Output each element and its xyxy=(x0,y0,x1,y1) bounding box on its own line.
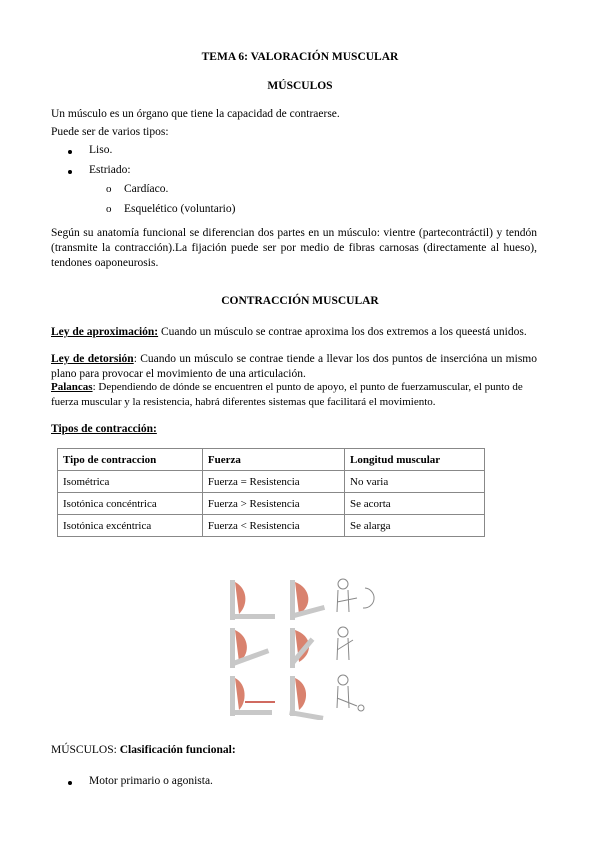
table-cell: Fuerza < Resistencia xyxy=(202,515,344,537)
types-heading-text: Tipos de contracción: xyxy=(51,423,157,435)
anatomy-paragraph: Según su anatomía funcional se diferencian dos partes en un músculo: vientre (partecontráctil) y tendón (transmite la contracción).La fijación puede ser por medio de fibras carnosas (directamente al hueso), tendones oaponeurosis. xyxy=(51,227,537,269)
law-label: Ley de aproximación: xyxy=(51,326,159,338)
bullet-icon xyxy=(68,781,72,785)
page-title: TEMA 6: VALORACIÓN MUSCULAR xyxy=(201,51,399,63)
table-row xyxy=(58,471,485,493)
table-cell: Fuerza = Resistencia xyxy=(202,471,344,493)
law-label: Ley de detorsión xyxy=(51,353,134,365)
figure-row-isometric xyxy=(230,579,374,620)
table-cell: Isotónica excéntrica xyxy=(58,515,203,537)
list-item: Motor primario o agonista. xyxy=(89,775,213,787)
intro-line-1: Un músculo es un órgano que tiene la capacidad de contraerse. xyxy=(51,108,340,120)
contraction-table xyxy=(57,448,485,537)
table-row xyxy=(58,515,485,537)
circle-bullet-icon: o xyxy=(106,183,112,195)
law-text: : Cuando un músculo se contrae tiende a llevar los dos puntos de insercióna un mismo plano para provocar el movimiento de una articulación. xyxy=(51,353,537,380)
law-detorsion xyxy=(51,352,537,382)
table-cell: Isométrica xyxy=(58,471,203,493)
table-header: Longitud muscular xyxy=(345,449,485,471)
figure-row-eccentric xyxy=(230,675,364,720)
law-palancas xyxy=(51,380,541,410)
table-cell: Se acorta xyxy=(345,493,485,515)
list-item: Liso. xyxy=(89,144,113,156)
table-header: Tipo de contraccion xyxy=(58,449,203,471)
law-text: : Dependiendo de dónde se encuentren el punto de apoyo, el punto de fuerzamuscular, el punto de fuerza muscular y la resistencia, habrá diferentes sistemas que facilitará el movimiento. xyxy=(51,381,523,408)
figure-row-concentric xyxy=(230,627,353,668)
table-header-row xyxy=(58,449,485,471)
section-title-contraccion: CONTRACCIÓN MUSCULAR xyxy=(221,295,379,307)
classification-label: MÚSCULOS: xyxy=(51,744,120,756)
classification-label-bold: Clasificación funcional: xyxy=(119,744,236,756)
law-text: Cuando un músculo se contrae aproxima los dos extremos a los queestá unidos. xyxy=(158,326,527,338)
bullet-icon xyxy=(68,170,72,174)
table-cell: Isotónica concéntrica xyxy=(58,493,203,515)
law-aproximacion xyxy=(51,325,537,340)
contraction-illustration xyxy=(225,574,395,720)
table-row xyxy=(58,493,485,515)
classification-heading xyxy=(51,743,537,758)
intro-line-2: Puede ser de varios tipos: xyxy=(51,126,169,138)
list-item: Estriado: xyxy=(89,164,131,176)
types-heading xyxy=(51,422,537,437)
table-cell: No varia xyxy=(345,471,485,493)
section-title-musculos: MÚSCULOS xyxy=(267,80,333,92)
table-cell: Se alarga xyxy=(345,515,485,537)
law-label: Palancas xyxy=(51,381,93,393)
table-header: Fuerza xyxy=(202,449,344,471)
list-item: Esquelético (voluntario) xyxy=(124,203,236,215)
list-item: Cardíaco. xyxy=(124,183,169,195)
table-cell: Fuerza > Resistencia xyxy=(202,493,344,515)
bullet-icon xyxy=(68,150,72,154)
circle-bullet-icon: o xyxy=(106,203,112,215)
